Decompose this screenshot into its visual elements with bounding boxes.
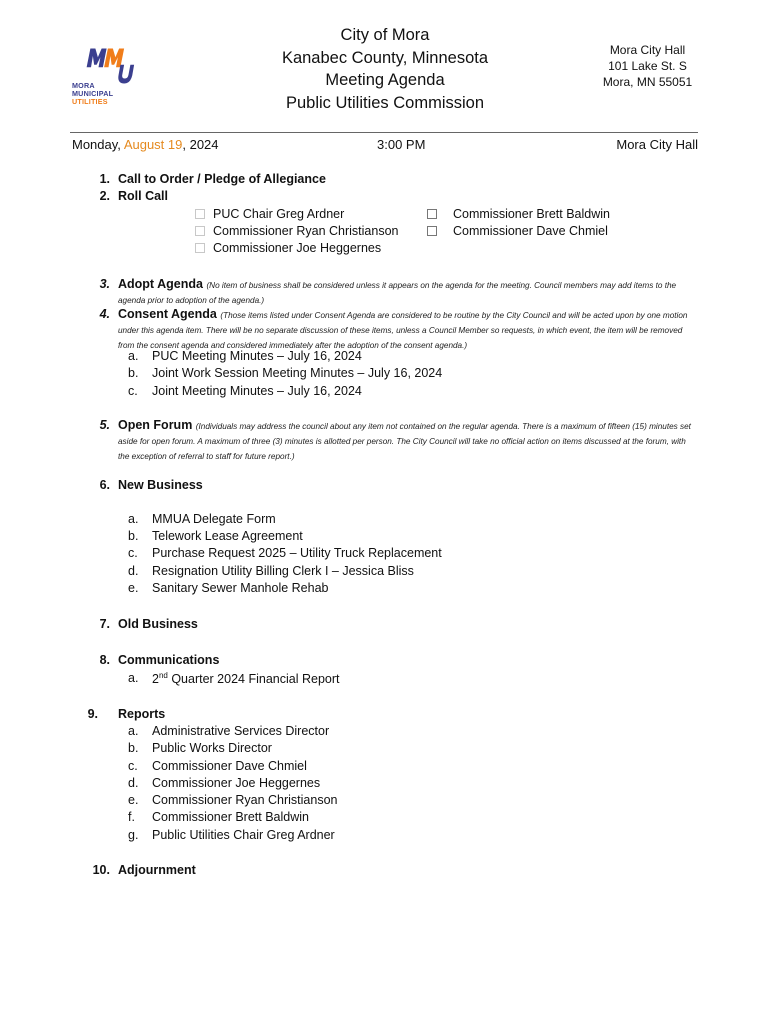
city-hall-address [590,42,705,90]
item-label: Reports [118,707,166,721]
sub-text: Sanitary Sewer Manhole Rehab [152,581,329,595]
sub-text: Telework Lease Agreement [152,529,303,543]
item-label: Adjournment [118,863,196,877]
sub-letter: a. [128,671,139,685]
sub-text: Purchase Request 2025 – Utility Truck Replacement [152,546,442,560]
sub-letter: a. [128,349,139,363]
meeting-location: Mora City Hall [616,137,698,152]
address-line-3: Mora, MN 55051 [602,75,693,89]
sub-letter: a. [128,512,139,526]
sub-text: Commissioner Joe Heggernes [152,776,321,790]
checkbox-icon[interactable] [195,226,205,236]
roll-call-name: Commissioner Brett Baldwin [453,207,610,221]
sub-letter: e. [128,793,139,807]
roll-call-name: Commissioner Dave Chmiel [453,224,608,238]
logo-wordmark: MORA MUNICIPAL UTILITIES [72,81,114,106]
item-number: 6. [99,478,110,492]
checkbox-icon[interactable] [195,243,205,253]
item-label: Roll Call [118,189,169,203]
item-label: New Business [118,478,203,492]
meeting-date: Monday, August 19, 2024 [72,137,219,152]
heading-county: Kanabec County, Minnesota [281,48,489,67]
item-label: Adopt Agenda [118,277,203,291]
sub-letter: c. [128,759,138,773]
sub-letter: b. [128,741,139,755]
item-label: Consent Agenda [118,307,217,321]
meeting-time: 3:00 PM [377,137,426,152]
sub-text: 2nd Quarter 2024 Financial Report [152,671,340,687]
sub-letter: g. [128,828,139,842]
item-note: (Individuals may address the council about any item not contained on the regular agenda. There is a maximum of fifteen (15) minutes set aside for open forum. A maximum of three (3) minutes is allotted per person. The City Council will take no official action on items discussed at the forum, with the exception of referral to staff for future report.) [118,422,691,461]
heading-commission: Public Utilities Commission [285,93,485,112]
header-divider [70,132,698,133]
heading-city: City of Mora [340,26,430,44]
item-number: 9. [87,707,98,721]
sub-letter: c. [128,384,138,398]
item-label: Open Forum [118,418,193,432]
sub-text: Joint Meeting Minutes – July 16, 2024 [152,384,362,398]
item-note: (No item of business shall be considered unless it appears on the agenda for the meeting. Council members may add items to the agenda prior to adoption of the agenda.) [118,281,677,305]
mmu-logo-mark [70,46,152,86]
sub-letter: e. [128,581,139,595]
roll-call-name: Commissioner Joe Heggernes [213,241,382,255]
address-line-2: 101 Lake St. S [608,59,687,73]
sub-text: MMUA Delegate Form [152,512,276,526]
agenda-heading [250,24,520,114]
sub-letter: f. [128,810,135,824]
agenda-item-4 [118,307,693,352]
item-number: 7. [99,617,110,631]
item-label: Old Business [118,617,198,631]
item-number: 5. [99,418,110,432]
sub-letter: c. [128,546,138,560]
sub-text: PUC Meeting Minutes – July 16, 2024 [152,349,362,363]
item-number: 1. [99,172,110,186]
sub-letter: d. [128,776,139,790]
roll-call-name: PUC Chair Greg Ardner [213,207,345,221]
checkbox-icon[interactable] [195,209,205,219]
sub-text: Commissioner Brett Baldwin [152,810,309,824]
sub-text: Resignation Utility Billing Clerk I – Jessica Bliss [152,564,414,578]
checkbox-icon[interactable] [427,209,437,219]
mora-municipal-utilities-logo [70,46,152,110]
sub-text: Commissioner Dave Chmiel [152,759,307,773]
sub-letter: a. [128,724,139,738]
checkbox-icon[interactable] [427,226,437,236]
item-label: Call to Order / Pledge of Allegiance [118,172,326,186]
item-number: 4. [99,307,110,321]
item-number: 3. [99,277,110,291]
item-number: 8. [99,653,110,667]
roll-call-name: Commissioner Ryan Christianson [213,224,399,238]
sub-letter: b. [128,366,139,380]
sub-letter: d. [128,564,139,578]
item-number: 10. [92,863,110,877]
item-note: (Those items listed under Consent Agenda are considered to be routine by the City Council and will be acted upon by one motion under this agenda item. There will be no separate discussion of these items, unless a Council Member so requests, in which event, the item will be removed from the consent agenda and considered immediately after the adoption of the consent agenda.) [118,311,688,350]
sub-letter: b. [128,529,139,543]
address-line-1: Mora City Hall [609,43,686,57]
item-label: Communications [118,653,220,667]
agenda-item-5 [118,418,693,463]
item-number: 2. [99,189,110,203]
sub-text: Commissioner Ryan Christianson [152,793,338,807]
sub-text: Public Works Director [152,741,272,755]
agenda-item-3 [118,277,693,307]
sub-text: Joint Work Session Meeting Minutes – July 16, 2024 [152,366,443,380]
sub-text: Public Utilities Chair Greg Ardner [152,828,335,842]
sub-text: Administrative Services Director [152,724,330,738]
heading-document-type: Meeting Agenda [325,71,445,89]
